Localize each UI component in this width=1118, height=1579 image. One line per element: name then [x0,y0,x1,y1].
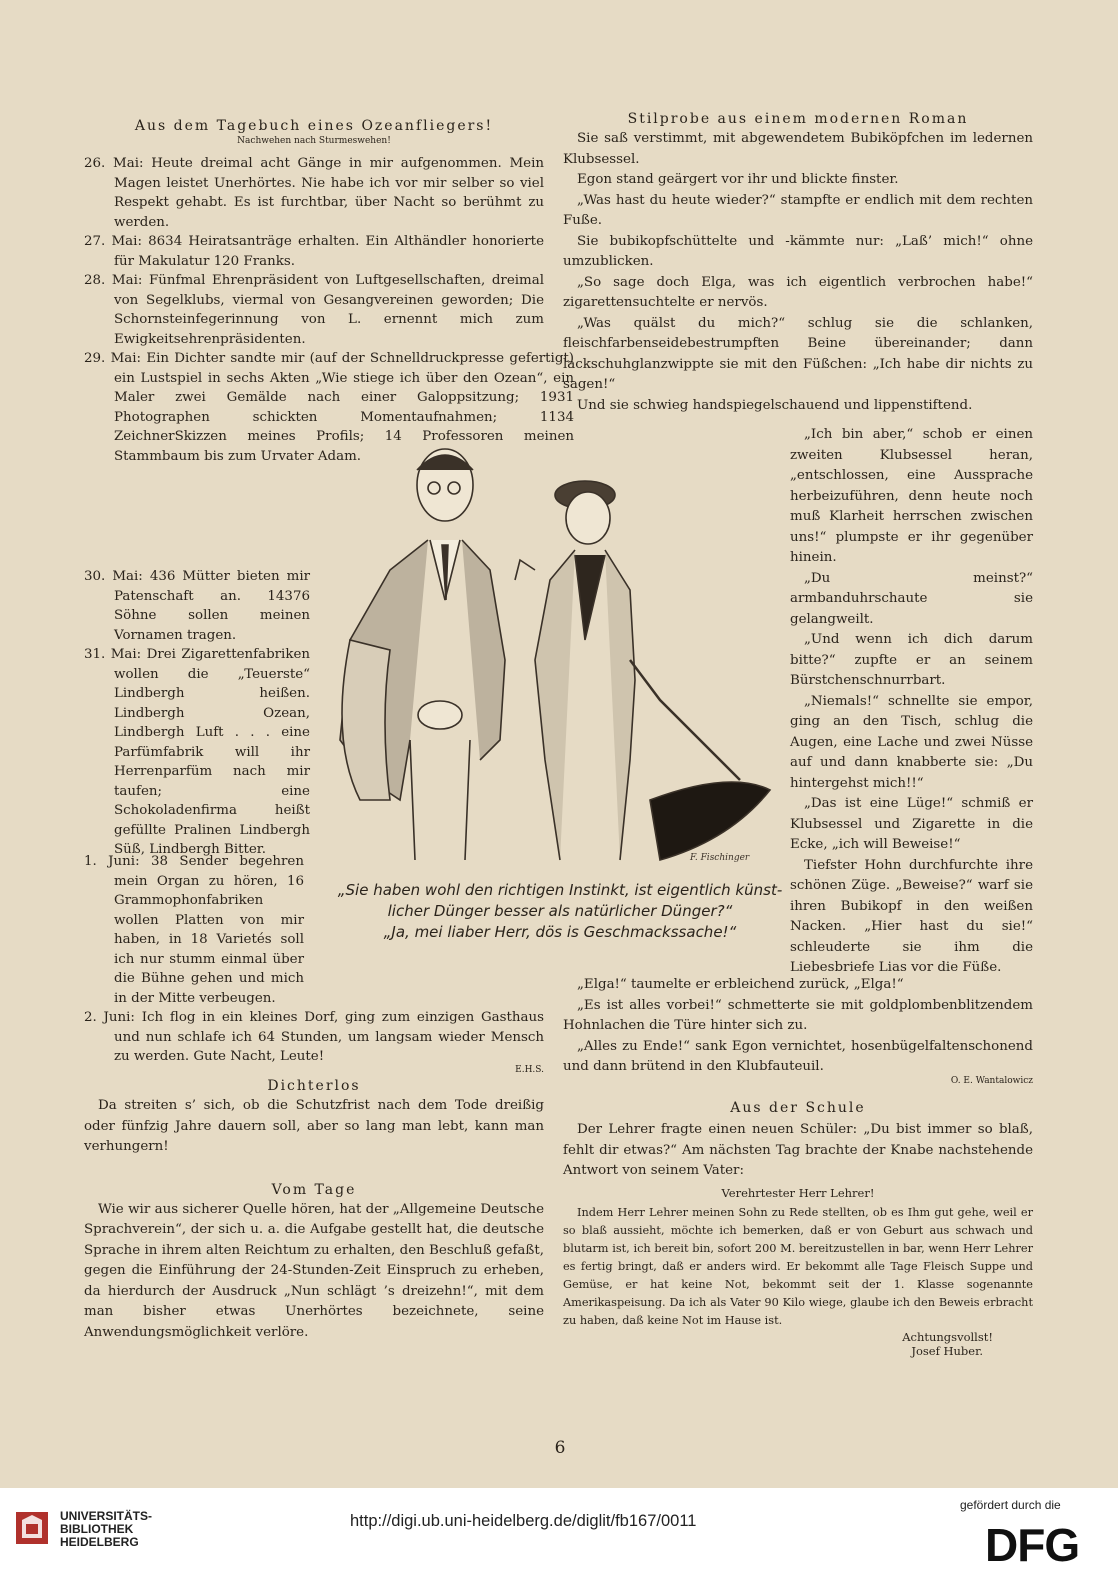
farmer-figure [515,481,770,860]
novel-paragraph: „Und wenn ich dich darum bitte?“ zupfte er an seinem Bürstchenschnurrbart. [790,632,1033,688]
letter-closing: Achtungsvollst! [902,1329,993,1344]
diary-entry: 27. Mai: 8634 Heiratsanträge erhalten. Ein Althändler honorierte für Makulatur 120 Franks. [84,234,544,269]
gentleman-figure [340,449,505,860]
artist-signature: F. Fischinger [690,853,750,863]
diary-entry: 1. Juni: 38 Sender begehren mein Organ zu hören, 16 Grammophonfabriken wollen Platten von mir haben, in 18 Varietés soll ich nur stumm einmal über die Bühne gehen und mich in der Mitte verbeugen. [84,854,304,1006]
novel-paragraph: „Niemals!“ schnellte sie empor, ging an den Tisch, schlug die Augen, eine Lache und zwei Nüsse auf und dann knabberte sie: „Du hintergehst mich!!“ [790,693,1033,791]
cartoon-illustration [330,440,790,870]
diary-subtitle: Nachwehen nach Sturmeswehen! [237,136,391,146]
caption-line: „Sie haben wohl den richtigen Instinkt, ist eigentlich künst- [337,881,783,899]
letter-body: Indem Herr Lehrer meinen Sohn zu Rede stellten, ob es Ihm gut gehe, weil er so blaß aussieht, möchte ich bemerken, daß er von Geburt aus schwach und blutarm ist, ich bereit bin, sofort 200 M. bereitzustellen in bar, wenn Herr Lehrer es fertig bringt, daß er anders wird. Er bekommt alle Tage Fleisch Suppe und Gemüse, er hat keine Not, bekommt seit der 1. Klasse sogenannte Amerikaspeisung. Da ich als Vater 90 Kilo wiege, glaube ich den Beweis erbracht zu haben, daß keine Not im Hause ist. [563,1205,1033,1327]
school-intro: Der Lehrer fragte einen neuen Schüler: „Du bist immer so blaß, fehlt dir etwas?“ Am nächsten Tag brachte der Knabe nachstehende Antwort von seinem Vater: [563,1122,1033,1178]
novel-paragraph: „Du meinst?“ armbanduhrschaute sie gelangweilt. [790,570,1033,627]
vom-tage-text: Wie wir aus sicherer Quelle hören, hat der „Allgemeine Deutsche Sprachverein“, der sich u. a. die Aufgabe gestellt hat, die deutsche Sprache in ihrem alten Reichtum zu erhalten, den Beschluß gefaßt, gegen die Einführung der 24-Stunden-Zeit Einspruch zu erheben, da hierdurch der Ausdruck „Nun schlägt ’s dreizehn!“, mit dem man bisher etwas Unerhörtes bezeichnete, seine Anwendungsmöglichkeit verlöre. [84,1201,544,1340]
vom-tage-title: Vom Tage [271,1181,357,1198]
left-bottom-articles [84,1068,544,1343]
diary-entry: 28. Mai: Fünfmal Ehrenpräsident von Luftgesellschaften, dreimal von Segelklubs, viermal von Gesangvereinen geworden; Die Schornsteinfegerinnung von L. ernennt mich zum Ewigkeitsehrenpräsidenten. [84,273,544,347]
dichterlos-text: Da streiten s’ sich, ob die Schutzfrist nach dem Tode dreißig oder fünfzig Jahre dauern soll, aber so lang man lebt, kann man verhungern! [84,1098,544,1154]
letter-signature: Josef Huber. [911,1343,983,1358]
novel-paragraph: „Ich bin aber,“ schob er einen zweiten Klubsessel heran, „entschlossen, eine Aussprache herbeizuführen, denn heute noch muß Klarheit herrschen zwischen uns!“ plumpste er ihr gegenüber hinein. [790,427,1033,565]
novel-narrow-column [790,425,1033,979]
diary-narrow-column [84,567,310,860]
library-name [60,1510,152,1549]
novel-paragraph: „Was hast du heute wieder?“ stampfte er endlich mit dem rechten Fuße. [563,192,1033,228]
dfg-logo: DFG [985,1519,1080,1571]
library-name-line: UNIVERSITÄTS- [60,1509,153,1523]
novel-signature: O. E. Wantalowicz [950,1075,1033,1086]
university-seal-icon [14,1510,50,1546]
novel-paragraph: „Es ist alles vorbei!“ schmetterte sie mit goldplombenblitzendem Hohnlachen die Türe hinter sich zu. [563,997,1033,1033]
novel-paragraph: Sie bubikopfschüttelte und -kämmte nur: „Laß’ mich!“ ohne umzublicken. [563,233,1033,269]
novel-paragraph: „Elga!“ taumelte er erbleichend zurück, „Elga!“ [577,977,904,992]
novel-paragraph: Und sie schwieg handspiegelschauend und lippenstiftend. [577,397,973,413]
cartoon-caption [320,880,800,943]
letter-salutation: Verehrtester Herr Lehrer! [721,1185,875,1200]
novel-paragraph: „Alles zu Ende!“ sank Egon vernichtet, hosenbügelfaltenschonend und dann brütend in den Klubfauteuil. [563,1038,1033,1074]
school-article [563,1100,1033,1358]
novel-continued [563,975,1033,1086]
novel-paragraph: „Das ist eine Lüge!“ schmiß er Klubsessel und Zigarette in die Ecke, „ich will Beweise!“ [790,796,1033,852]
novel-paragraph: „So sage doch Elga, was ich eigentlich verbrochen habe!“ zigarettensuchtelte er nervös. [563,274,1033,310]
novel-paragraph: Tiefster Hohn durchfurchte ihre schönen Züge. „Beweise?“ warf sie ihren Bubikopf in den weißen Nacken. „Hier hast du sie!“ schleuderte sie ihm die Liebesbriefe Lias vor die Füße. [790,857,1033,975]
novel-title: Stilprobe aus einem modernen Roman [627,111,969,127]
diary-title: Aus dem Tagebuch eines Ozeanfliegers! [134,118,494,134]
digitization-footer [0,1488,1118,1579]
source-url-link[interactable]: http://digi.ub.uni-heidelberg.de/diglit/fb167/0011 [350,1512,697,1530]
diary-entry: 2. Juni: Ich flog in ein kleines Dorf, ging zum einzigen Gasthaus und nun schlafe ich 64 Stunden, um langsam wieder Mensch zu werden. Gute Nacht, Leute! [84,1010,544,1064]
diary-article [84,118,574,466]
caption-line: licher Dünger besser als natürlicher Dünger?“ [387,902,733,920]
diary-entry: 30. Mai: 436 Mütter bieten mir Patenschaft an. 14376 Söhne sollen meinen Vornamen tragen. [84,569,310,643]
novel-paragraph: Sie saß verstimmt, mit abgewendetem Bubiköpfchen im ledernen Klubsessel. [563,131,1033,167]
diary-entry: 29. Mai: Ein Dichter sandte mir (auf der Schnelldruckpresse gefertigt) ein Lustspiel in sechs Akten „Wie stiege ich über den Ozean“, ein Maler zwei Gemälde nach einer Galoppsitzung; 1931 Photographen schickten Momentaufnahmen; 1134 ZeichnerSkizzen meines Profils; 14 Professoren meinen Stammbaum bis zum Urvater Adam. [84,351,574,464]
novel-paragraph: „Was quälst du mich?“ schlug sie die schlanken, fleischfarbenseidebestrumpften Beine übereinander; dann lackschuhglanzwippte sie mit den Füßchen: „Ich habe dir nichts zu sagen!“ [563,315,1033,392]
school-title: Aus der Schule [730,1100,866,1116]
diary-entry: 31. Mai: Drei Zigarettenfabriken wollen die „Teuerste“ Lindbergh heißen. Lindbergh Ozean, Lindbergh Luft . . . eine Parfümfabrik will ihr Herrenparfüm nach mir taufen; eine Schokoladenfirma heißt gefüllte Pralinen Lindbergh Süß, Lindbergh Bitter. [84,647,310,857]
caption-line: „Ja, mei liaber Herr, dös is Geschmackssache!“ [383,923,737,941]
diary-signature: E.H.S. [515,1064,544,1075]
novel-paragraph: Egon stand geärgert vor ihr und blickte finster. [577,172,899,187]
library-name-line: BIBLIOTHEK [60,1522,134,1536]
novel-article [563,111,1033,416]
dichterlos-title: Dichterlos [267,1078,361,1094]
page-number: 6 [554,1438,566,1458]
library-name-line: HEIDELBERG [60,1535,139,1549]
funder-text: gefördert durch die [960,1498,1061,1512]
diary-entry: 26. Mai: Heute dreimal acht Gänge in mir aufgenommen. Mein Magen leistet Unerhörtes. Nie habe ich vor mir selber so viel Respekt gehabt. Es ist furchtbar, über Nacht so berühmt zu werden. [84,156,544,230]
